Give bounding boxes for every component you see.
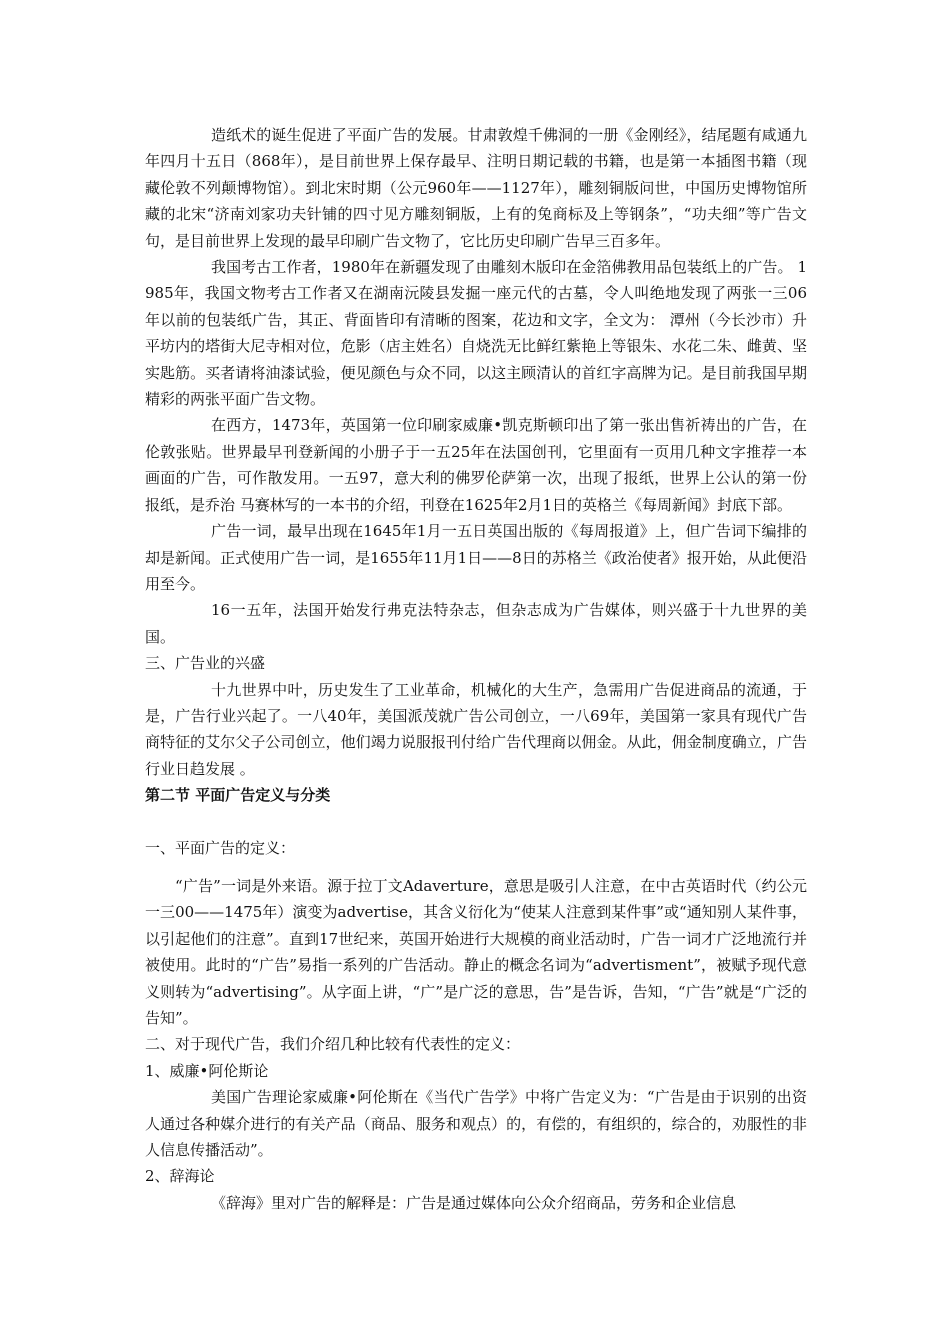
paragraph-paper-history: 造纸术的诞生促进了平面广告的发展。甘肃敦煌千佛洞的一册《金刚经》，结尾题有咸通九年四月十五日（868年），是目前世界上保存最早、注明日期记载的书籍，也是第一本插图书籍（现藏伦敦不列颠博物馆）。到北宋时期（公元960年——1127年），雕刻铜版问世，中国历史博物馆所藏的北宋“济南刘家功夫针铺的四寸见方雕刻铜版，上有的兔商标及上等钢条”，“功夫细”等广告文句，是目前世界上发现的最早印刷广告文物了，它比历史印刷广告早三百多年。 xyxy=(145,126,807,250)
paragraph-western-history: 在西方，1473年，英国第一位印刷家威廉•凯克斯顿印出了第一张出售祈祷出的广告，在伦敦张贴。世界最早刊登新闻的小册子于一五25年在法国创刊，它里面有一页用几种文字推荐一本画面的广告，可作散发用。一五97，意大利的佛罗伦萨第一次，出现了报纸，世界上公认的第一份报纸，是乔治 马赛林写的一本书的介绍，刊登在1625年2月1日的英格兰《每周新闻》封底下部。 xyxy=(145,416,807,514)
paragraph-magazine: 16一五年，法国开始发行弗克法特杂志，但杂志成为广告媒体，则兴盛于十九世界的美国。 xyxy=(145,601,807,646)
heading-definition: 一、平面广告的定义： xyxy=(145,838,296,857)
heading-modern-definitions: 二、对于现代广告，我们介绍几种比较有代表性的定义： xyxy=(145,1035,521,1054)
heading-arens: 1、威廉•阿伦斯论 xyxy=(145,1061,269,1080)
heading-cihai: 2、辞海论 xyxy=(145,1167,215,1186)
paragraph-arens: 美国广告理论家威廉•阿伦斯在《当代广告学》中将广告定义为：“广告是由于识别的出资人通过各种媒介进行的有关产品（商品、服务和观点）的，有偿的，有组织的，综合的，劝服性的非人信息传播活动”。 xyxy=(145,1088,807,1160)
paragraph-loanword: “广告”一词是外来语。源于拉丁文Adaverture，意思是吸引人注意，在中古英语时代（约公元一三00——1475年）演变为advertise，其含义衍化为“使某人注意到某件事”或“通知别人某件事，以引起他们的注意”。直到17世纪来，英国开始进行大规模的商业活动时，广告一词才广泛地流行并被使用。此时的“广告”易指一系列的广告活动。静止的概念名词为“advertisment”，被赋予现代意义则转为“advertising”。从字面上讲，“广”是广泛的意思，告”是告诉，告知，“广告”就是“广泛的告知”。 xyxy=(145,876,807,1027)
spacer xyxy=(145,809,807,835)
paragraph-industry-rise: 十九世界中叶，历史发生了工业革命，机械化的大生产，急需用广告促进商品的流通，于是，广告行业兴起了。一八40年，美国派茂就广告公司创立，一八69年，美国第一家具有现代广告商特征的艾尔父子公司创立，他们竭力说服报刊付给广告代理商以佣金。从此，佣金制度确立，广告行业日趋发展 。 xyxy=(145,680,807,778)
spacer xyxy=(145,861,807,873)
document-page xyxy=(145,122,807,1216)
section-title: 第二节 平面广告定义与分类 xyxy=(145,786,331,805)
heading-industry-rise: 三、广告业的兴盛 xyxy=(145,654,266,673)
paragraph-china-archaeology: 我国考古工作者，1980年在新疆发现了由雕刻木版印在金箔佛教用品包装纸上的广告。 1985年，我国文物考古工作者又在湖南沅陵县发掘一座元代的古墓，令人叫绝地发现了两张一三06年以前的包装纸广告，其正、背面皆印有清晰的图案，花边和文字，全文为： 潭州（今长沙市）升平坊内的塔街大尼寺相对位，危影（店主姓名）自烧洗无比鲜红紫艳上等银朱、水花二朱、雌黄、坚实匙筋。买者请将油漆试验，便见颜色与众不同，以这主顾清认的首红字高牌为记。是目前我国早期精彩的两张平面广告文物。 xyxy=(145,258,807,409)
paragraph-word-origin: 广告一词，最早出现在1645年1月一五日英国出版的《每周报道》上，但广告词下编排的却是新闻。正式使用广告一词，是1655年11月1日——8日的苏格兰《政治使者》报开始，从此便沿用至今。 xyxy=(145,522,807,593)
paragraph-cihai: 《辞海》里对广告的解释是：广告是通过媒体向公众介绍商品，劳务和企业信息 xyxy=(211,1193,737,1212)
